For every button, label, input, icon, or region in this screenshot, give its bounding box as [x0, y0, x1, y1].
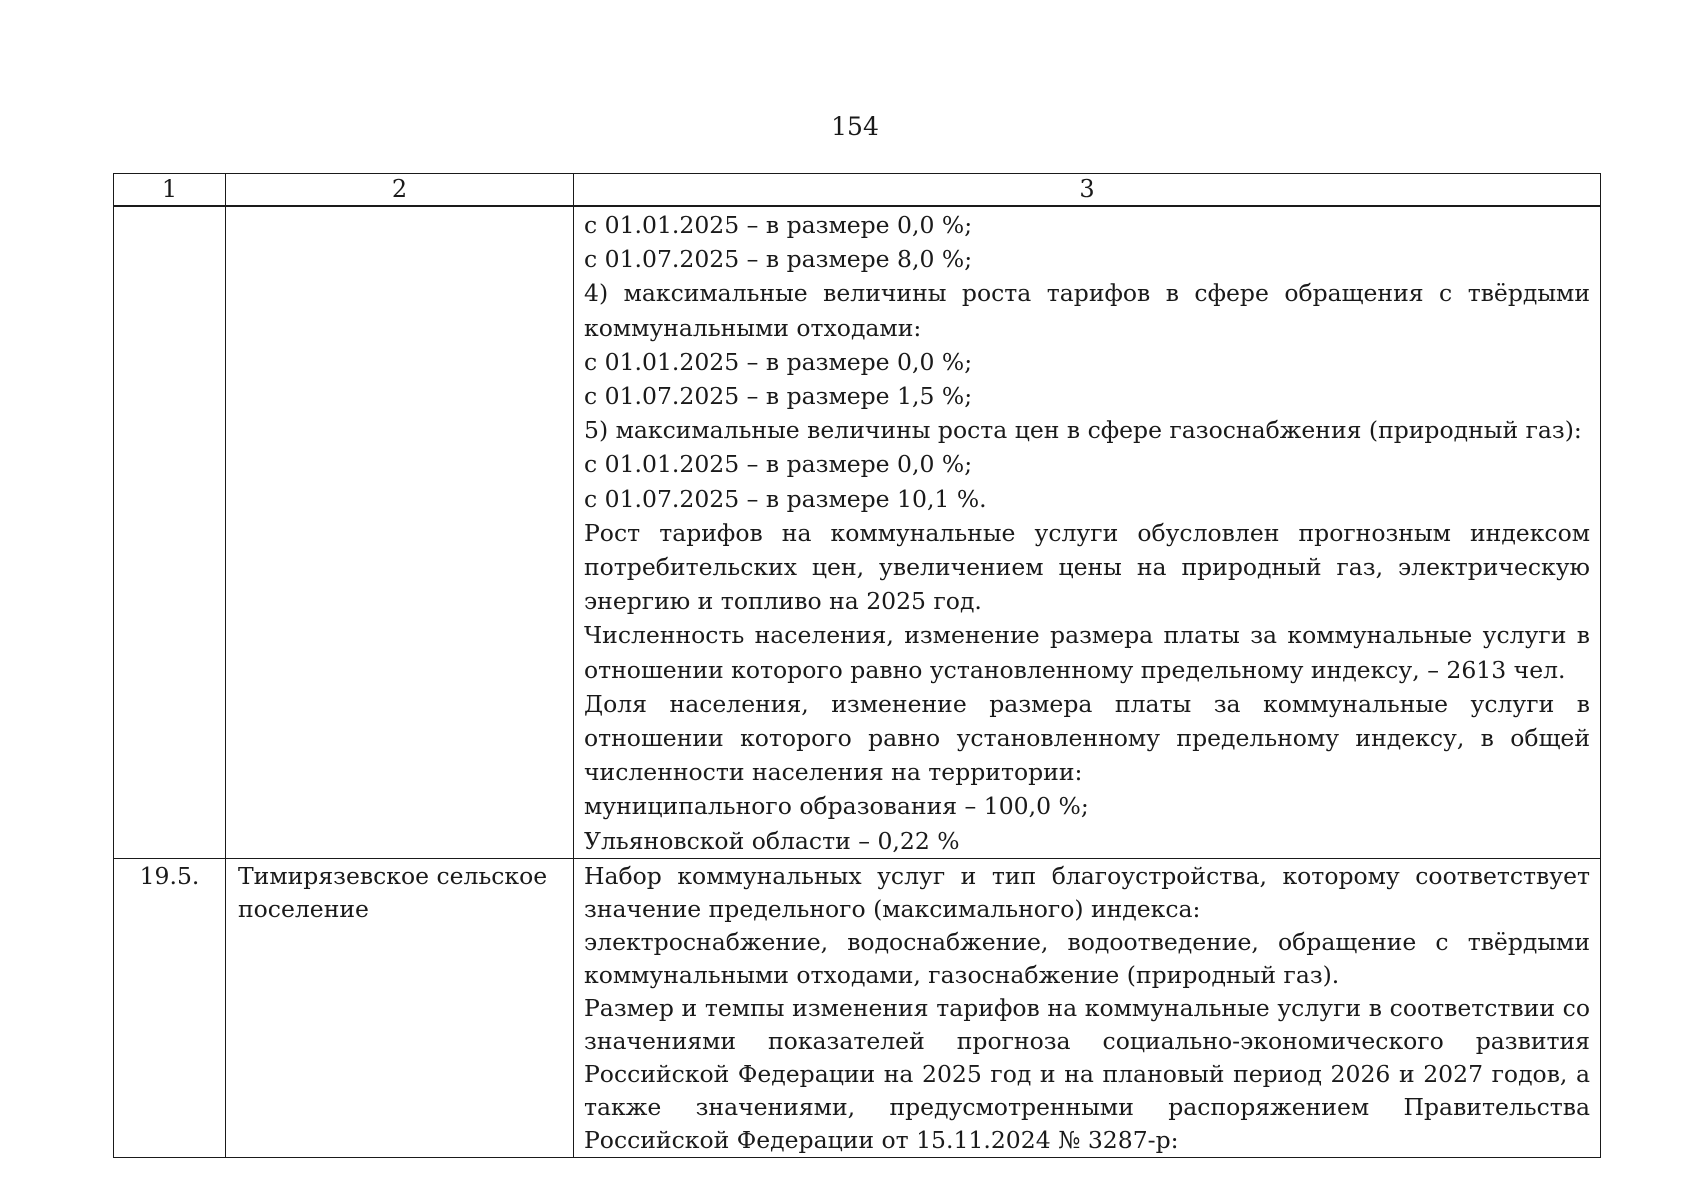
row-number-cell	[114, 206, 226, 858]
header-col-2: 2	[226, 174, 574, 207]
content-paragraph: Ульяновской области – 0,22 %	[584, 826, 960, 855]
content-cell	[574, 858, 1601, 1157]
table-row	[114, 206, 1601, 858]
content-paragraph: Размер и темпы изменения тарифов на коммунальные услуги в соответствии со значениями показателей прогноза социально-экономического развития Российской Федерации на 2025 год и на плановый период 2026 и 2027 годов, а также значениями, предусмотренными распоряжением Правительства Российской Федерации от 15.11.2024 № 3287-р:	[584, 993, 1590, 1154]
content-paragraph: Численность населения, изменение размера платы за коммунальные услуги в отношении которого равно установленному предельному индексу, – 2613 чел.	[584, 621, 1590, 684]
row-number-cell: 19.5.	[114, 858, 226, 1157]
content-paragraph: Набор коммунальных услуг и тип благоустройства, которому соответствует значение предельного (максимального) индекса:	[584, 861, 1590, 923]
content-paragraph: электроснабжение, водоснабжение, водоотведение, обращение с твёрдыми коммунальными отходами, газоснабжение (природный газ).	[584, 927, 1590, 989]
content-paragraph: с 01.07.2025 – в размере 8,0 %;	[584, 245, 973, 274]
header-col-1: 1	[114, 174, 226, 207]
content-paragraph: с 01.07.2025 – в размере 1,5 %;	[584, 382, 973, 411]
content-paragraph: Рост тарифов на коммунальные услуги обусловлен прогнозным индексом потребительских цен, увеличением цены на природный газ, электрическую энергию и топливо на 2025 год.	[584, 518, 1590, 616]
settlement-name-cell: Тимирязевское сельское поселение	[226, 858, 574, 1157]
content-paragraph: 4) максимальные величины роста тарифов в сфере обращения с твёрдыми коммунальными отходами:	[584, 279, 1590, 342]
settlement-name-cell	[226, 206, 574, 858]
content-cell	[574, 206, 1601, 858]
tariff-table	[113, 173, 1601, 1158]
content-paragraph: Доля населения, изменение размера платы за коммунальные услуги в отношении которого равно установленному предельному индексу, в общей численности населения на территории:	[584, 689, 1590, 787]
content-paragraph: муниципального образования – 100,0 %;	[584, 792, 1089, 821]
page-number: 154	[831, 112, 879, 141]
content-paragraph: с 01.01.2025 – в размере 0,0 %;	[584, 347, 973, 376]
table-header-row	[114, 174, 1601, 207]
header-col-3: 3	[574, 174, 1601, 207]
content-paragraph: с 01.07.2025 – в размере 10,1 %.	[584, 484, 987, 513]
content-paragraph: с 01.01.2025 – в размере 0,0 %;	[584, 211, 973, 239]
content-paragraph: с 01.01.2025 – в размере 0,0 %;	[584, 450, 973, 479]
content-paragraph: 5) максимальные величины роста цен в сфере газоснабжения (природный газ):	[584, 416, 1582, 445]
table-row	[114, 858, 1601, 1157]
